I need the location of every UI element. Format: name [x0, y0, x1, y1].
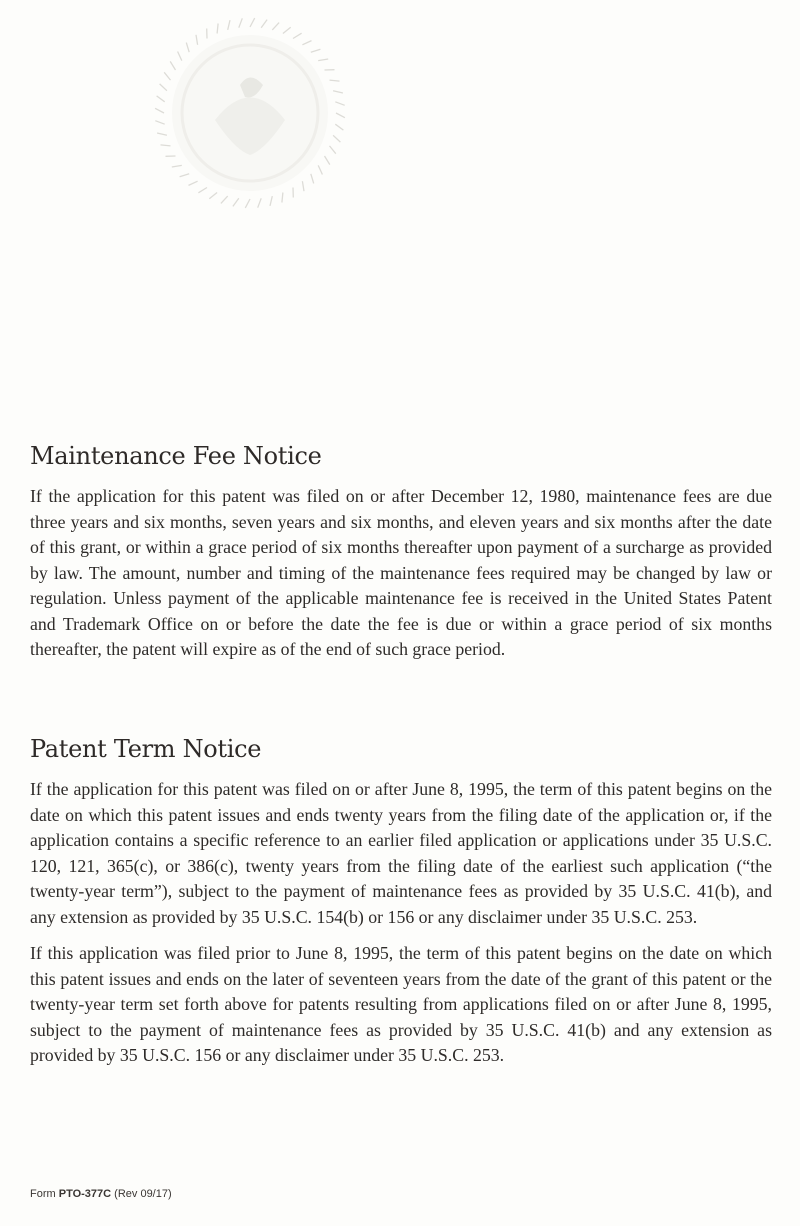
patent-term-section	[30, 735, 772, 1069]
patent-term-heading: Patent Term Notice	[30, 735, 262, 763]
maintenance-fee-paragraph: If the application for this patent was filed on or after December 12, 1980, maintenance fees are due three years and six months, seven years and six months, and eleven years and six months after the date of this grant, or within a grace period of six months thereafter upon payment of a surcharge as provided by law. The amount, number and timing of the maintenance fees required may be changed by law or regulation. Unless payment of the applicable maintenance fee is received in the United States Patent and Trademark Office on or before the date the fee is due or within a grace period of six months thereafter, the patent will expire as of the end of such grace period.	[30, 486, 772, 659]
patent-term-paragraph-1: If the application for this patent was filed on or after June 8, 1995, the term of this patent begins on the date on which this patent issues and ends twenty years from the filing date of the application or, if the application contains a specific reference to an earlier filed application or applications under 35 U.S.C. 120, 121, 365(c), or 386(c), twenty years from the filing date of the earliest such application (“the twenty-year term”), subject to the payment of maintenance fees as provided by 35 U.S.C. 41(b), and any extension as provided by 35 U.S.C. 154(b) or 156 or any disclaimer under 35 U.S.C. 253.	[30, 779, 772, 927]
patent-term-paragraph-2: If this application was filed prior to June 8, 1995, the term of this patent begins on the date on which this patent issues and ends on the later of seventeen years from the date of the grant of this patent or the twenty-year term set forth above for patents resulting from applications filed on or after June 8, 1995, subject to the payment of maintenance fees as provided by 35 U.S.C. 41(b) and any extension as provided by 35 U.S.C. 156 or any disclaimer under 35 U.S.C. 253.	[30, 943, 772, 1065]
form-footer	[30, 1188, 172, 1200]
embossed-seal-icon	[145, 15, 355, 215]
form-prefix: Form	[30, 1188, 59, 1200]
maintenance-fee-heading: Maintenance Fee Notice	[30, 442, 322, 470]
form-number: PTO-377C	[58, 1188, 112, 1200]
maintenance-fee-section	[30, 442, 772, 663]
form-revision: (Rev 09/17)	[111, 1188, 172, 1200]
